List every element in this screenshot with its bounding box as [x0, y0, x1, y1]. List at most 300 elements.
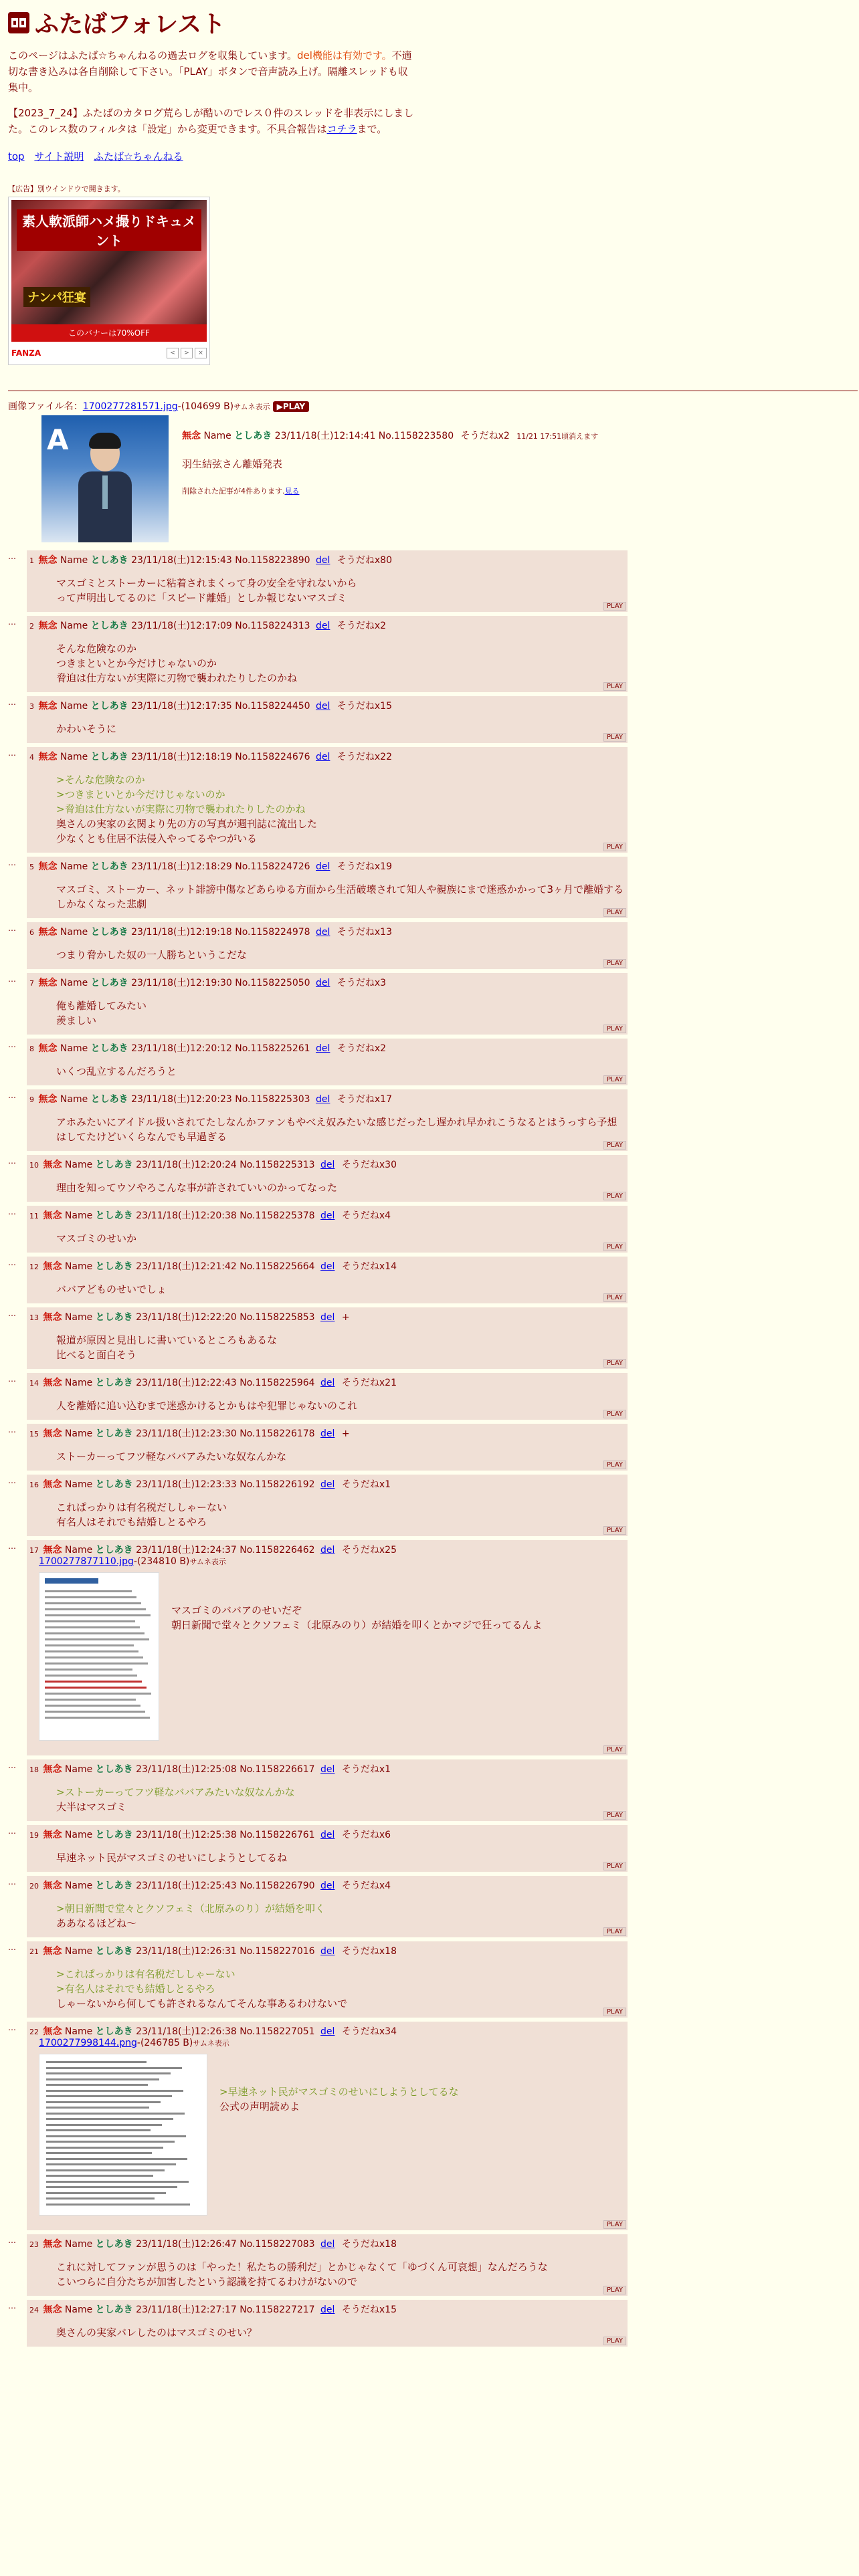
- sodane-button[interactable]: そうだねx2: [337, 1043, 387, 1054]
- reply-number: 5: [29, 863, 34, 871]
- name-label: Name: [64, 2239, 93, 2250]
- del-link[interactable]: del: [320, 1881, 335, 1891]
- post-date: 23/11/18(土)12:25:08 No.1158226617: [136, 1764, 315, 1775]
- reply-box: [27, 1307, 628, 1369]
- show-deleted-link[interactable]: 見る: [284, 487, 300, 496]
- play-button[interactable]: PLAY: [603, 1811, 626, 1820]
- reply-number: 13: [29, 1313, 39, 1322]
- post-date: 23/11/18(土)12:22:20 No.1158225853: [136, 1312, 315, 1323]
- reply-header: [29, 1543, 625, 1556]
- reply-menu-icon[interactable]: …: [8, 1476, 16, 1485]
- name-label: Name: [64, 1946, 93, 1957]
- quote-line: >有名人はそれでも結婚しとるやろ: [56, 1983, 215, 1995]
- post-date: 23/11/18(土)12:17:09 No.1158224313: [131, 621, 310, 631]
- sodane-button[interactable]: そうだねx3: [337, 978, 387, 988]
- reply-number: 21: [29, 1947, 39, 1956]
- sodane-button[interactable]: そうだねx4: [341, 1881, 391, 1891]
- play-button[interactable]: PLAY: [603, 2220, 626, 2229]
- poster-name: としあき: [95, 1479, 133, 1490]
- name-label: Name: [60, 978, 88, 988]
- reply-number: 24: [29, 2306, 39, 2315]
- reply-menu-icon[interactable]: …: [8, 1877, 16, 1887]
- del-link[interactable]: del: [320, 1764, 335, 1775]
- ad-footer: [11, 344, 207, 362]
- sodane-button[interactable]: +: [341, 1312, 350, 1323]
- reply-file-link[interactable]: 1700277877110.jpg: [39, 1556, 134, 1567]
- quote-line: >つきまといとか今だけじゃないのか: [56, 788, 225, 800]
- reply-number: 15: [29, 1430, 39, 1438]
- reply-menu-icon[interactable]: …: [8, 1156, 16, 1166]
- del-link[interactable]: del: [320, 2304, 335, 2315]
- post-date: 23/11/18(土)12:18:19 No.1158224676: [131, 752, 310, 762]
- reply-row: [8, 1039, 851, 1085]
- reply-header: [29, 925, 625, 938]
- sodane-button[interactable]: そうだねx2: [460, 431, 510, 441]
- reply-menu-icon[interactable]: …: [8, 1425, 16, 1434]
- sodane-button[interactable]: そうだねx18: [341, 1946, 397, 1957]
- reply-header: [29, 1376, 625, 1389]
- text-line: そんな危険なのか: [56, 643, 137, 655]
- play-button[interactable]: PLAY: [603, 1526, 626, 1535]
- reply-box: [27, 747, 628, 853]
- reply-number: 8: [29, 1045, 34, 1053]
- play-button[interactable]: PLAY: [603, 1745, 626, 1754]
- del-link[interactable]: del: [316, 1094, 330, 1105]
- reply-text: [56, 1901, 625, 1931]
- post-date: 23/11/18(土)12:20:24 No.1158225313: [136, 1160, 315, 1170]
- text-line: 有名人はそれでも結婚しとるやろ: [56, 1516, 207, 1528]
- reply-row: [8, 1876, 851, 1937]
- reply-menu-icon[interactable]: …: [8, 1309, 16, 1318]
- del-link[interactable]: del: [316, 701, 330, 712]
- poster-name: としあき: [95, 1881, 133, 1891]
- play-button[interactable]: PLAY: [603, 2337, 626, 2345]
- reply-row: [8, 550, 851, 612]
- play-button[interactable]: PLAY: [603, 733, 626, 742]
- text-line: 少なくとも住居不法侵入やってるやつがいる: [56, 833, 258, 845]
- sodane-button[interactable]: そうだねx13: [337, 927, 392, 938]
- play-button[interactable]: PLAY: [603, 1075, 626, 1084]
- reply-text: [56, 1850, 625, 1865]
- sodane-button[interactable]: そうだねx30: [341, 1160, 397, 1170]
- file-size: -(104699 B): [177, 401, 234, 412]
- del-link[interactable]: del: [316, 861, 330, 872]
- play-button[interactable]: PLAY: [603, 1461, 626, 1469]
- reply-header: [29, 1426, 625, 1440]
- subject: 無念: [43, 1312, 62, 1323]
- ad-prev-icon[interactable]: <: [167, 348, 179, 358]
- del-link[interactable]: del: [316, 555, 330, 566]
- play-button[interactable]: PLAY: [603, 682, 626, 691]
- quote-line: >早速ネット民がマスゴミのせいにしようとしてるな: [219, 2086, 459, 2098]
- poster-name: としあき: [95, 1160, 133, 1170]
- poster-name: としあき: [95, 1378, 133, 1388]
- sodane-button[interactable]: そうだねx25: [341, 1545, 397, 1555]
- reply-number: 9: [29, 1095, 34, 1104]
- reply-row: [8, 973, 851, 1035]
- text-line: 朝日新聞で堂々とクソフェミ（北原みのり）が結婚を叩くとかマジで狂ってるんよ: [171, 1619, 543, 1631]
- reply-header: [29, 1944, 625, 1957]
- reply-row: [8, 1941, 851, 2018]
- reply-header: [29, 699, 625, 712]
- poster-name: としあき: [90, 1094, 128, 1105]
- futaba-logo-icon: [8, 12, 29, 33]
- notice-text: 【2023_7_24】ふたばのカタログ荒らしが酷いのでレス０件のスレッドを非表示にしました。このレス数のフィルタは「設定」から変更できます。不具合報告は: [8, 107, 414, 135]
- poster-name: としあき: [90, 701, 128, 712]
- post-date: 23/11/18(土)12:19:30 No.1158225050: [131, 978, 310, 988]
- text-line: 大半はマスゴミ: [56, 1801, 127, 1813]
- reply-header: [29, 1208, 625, 1222]
- sodane-button[interactable]: そうだねx1: [341, 1764, 391, 1775]
- sodane-button[interactable]: そうだねx14: [341, 1261, 397, 1272]
- deleted-notice: [182, 486, 598, 496]
- poster-name: としあき: [95, 2239, 133, 2250]
- del-link[interactable]: del: [320, 1830, 335, 1840]
- text-line: 比べると面白そう: [56, 1349, 137, 1361]
- post-date: 23/11/18(土)12:20:38 No.1158225378: [136, 1210, 315, 1221]
- reply-image[interactable]: [39, 2054, 207, 2216]
- reply-text: [56, 576, 625, 605]
- play-button[interactable]: PLAY: [603, 1243, 626, 1251]
- sodane-button[interactable]: そうだねx4: [341, 1210, 391, 1221]
- sodane-button[interactable]: そうだねx1: [341, 1479, 391, 1490]
- reply-header: [29, 1041, 625, 1055]
- name-label: Name: [60, 861, 88, 872]
- name-label: Name: [60, 701, 88, 712]
- reply-text: [56, 998, 625, 1028]
- sodane-button[interactable]: そうだねx6: [341, 1830, 391, 1840]
- play-button[interactable]: PLAY: [603, 959, 626, 968]
- reply-menu-icon[interactable]: …: [8, 2023, 16, 2032]
- play-button[interactable]: PLAY: [603, 1192, 626, 1200]
- sodane-button[interactable]: そうだねx2: [337, 621, 387, 631]
- del-link[interactable]: del: [320, 1479, 335, 1490]
- name-label: Name: [60, 555, 88, 566]
- reply-box: [27, 1825, 628, 1872]
- text-line: 羨ましい: [56, 1014, 97, 1027]
- ad-subtitle: ナンパ狂宴: [23, 287, 90, 307]
- reply-menu-icon[interactable]: …: [8, 1826, 16, 1836]
- text-line: 俺も離婚してみたい: [56, 1000, 147, 1012]
- reply-menu-icon[interactable]: …: [8, 1040, 16, 1049]
- del-link[interactable]: del: [316, 927, 330, 938]
- ad-sale: このバナーは70%OFF: [11, 324, 207, 342]
- reply-header: [29, 1092, 625, 1105]
- post-date: 23/11/18(土)12:26:38 No.1158227051: [136, 2026, 315, 2037]
- site-header: [8, 5, 851, 39]
- play-button[interactable]: PLAY: [603, 908, 626, 917]
- del-link[interactable]: del: [320, 1428, 335, 1439]
- play-button[interactable]: ▶PLAY: [273, 401, 310, 412]
- reply-header: [29, 2237, 625, 2250]
- thumb-label: サムネ表示: [189, 1558, 226, 1566]
- op-file-info: [8, 399, 851, 413]
- name-label: Name: [64, 1545, 93, 1555]
- post-date: 23/11/18(土)12:21:42 No.1158225664: [136, 1261, 315, 1272]
- site-desc-link[interactable]: サイト説明: [34, 150, 84, 163]
- reply-box: [27, 1424, 628, 1471]
- reply-box: [27, 696, 628, 743]
- sodane-button[interactable]: そうだねx22: [337, 752, 392, 762]
- poster-name: としあき: [90, 1043, 128, 1054]
- subject: 無念: [43, 1830, 62, 1840]
- text-line: 報道が原因と見出しに書いているところもあるな: [56, 1334, 278, 1346]
- intro-line: このページはふたば☆ちゃんねるの過去ログを収集しています。: [8, 49, 297, 62]
- reply-menu-icon[interactable]: …: [8, 1207, 16, 1216]
- reply-text: [56, 1449, 625, 1464]
- intro-text: [8, 47, 416, 137]
- reply-text: [56, 2260, 625, 2289]
- poster-name: としあき: [90, 978, 128, 988]
- poster-name: としあき: [95, 2304, 133, 2315]
- del-link[interactable]: del: [316, 752, 330, 762]
- sodane-button[interactable]: そうだねx18: [341, 2239, 397, 2250]
- ad-close-icon[interactable]: ×: [195, 348, 207, 358]
- post-date: 23/11/18(土)12:22:43 No.1158225964: [136, 1378, 315, 1388]
- text-line: マスゴミのババアのせいだぞ: [171, 1604, 302, 1616]
- sodane-button[interactable]: +: [341, 1428, 350, 1439]
- poster-name: としあき: [95, 1830, 133, 1840]
- del-link[interactable]: del: [320, 1160, 335, 1170]
- reply-number: 10: [29, 1161, 39, 1170]
- del-link[interactable]: del: [316, 621, 330, 631]
- sodane-button[interactable]: そうだねx80: [337, 555, 392, 566]
- name-label: Name: [64, 1261, 93, 1272]
- post-date: 23/11/18(土)12:27:17 No.1158227217: [136, 2304, 315, 2315]
- reply-text: [56, 1333, 625, 1362]
- poster-name: としあき: [95, 1764, 133, 1775]
- reply-menu-icon[interactable]: …: [8, 858, 16, 867]
- reply-text: [56, 1282, 625, 1297]
- name-label: Name: [64, 2304, 93, 2315]
- name-label: Name: [64, 2026, 93, 2037]
- ad-caption: 【広告】別ウインドウで開きます。: [8, 185, 125, 193]
- reply-header: [29, 553, 625, 566]
- poster-name: としあき: [95, 2026, 133, 2037]
- name-label: Name: [60, 927, 88, 938]
- reply-header: [29, 976, 625, 989]
- post-date: 23/11/18(土)12:26:47 No.1158227083: [136, 2239, 315, 2250]
- subject: 無念: [38, 927, 58, 938]
- reply-menu-icon[interactable]: …: [8, 1761, 16, 1770]
- play-button[interactable]: PLAY: [603, 2008, 626, 2016]
- subject: 無念: [38, 978, 58, 988]
- reply-box: [27, 922, 628, 969]
- op-post: [8, 415, 851, 542]
- op-image[interactable]: A: [41, 415, 169, 542]
- reply-file-link[interactable]: 1700277998144.png: [39, 2038, 137, 2048]
- reply-row: [8, 1373, 851, 1420]
- subject: 無念: [43, 1428, 62, 1439]
- subject: 無念: [43, 1378, 62, 1388]
- reply-text: [56, 948, 625, 962]
- del-link[interactable]: del: [320, 2239, 335, 2250]
- subject: 無念: [38, 1094, 58, 1105]
- reply-box: [27, 1089, 628, 1151]
- reply-number: 20: [29, 1882, 39, 1891]
- reply-menu-icon[interactable]: …: [8, 748, 16, 758]
- reply-row: [8, 1424, 851, 1471]
- reply-box: [27, 2300, 628, 2347]
- reply-menu-icon[interactable]: …: [8, 924, 16, 933]
- play-button[interactable]: PLAY: [603, 1927, 626, 1936]
- sodane-button[interactable]: そうだねx17: [337, 1094, 392, 1105]
- reply-file-info: [39, 1556, 625, 1567]
- reply-box: [27, 1759, 628, 1821]
- reply-menu-icon[interactable]: …: [8, 1943, 16, 1952]
- poster-name: としあき: [95, 1210, 133, 1221]
- reply-row: [8, 1089, 851, 1151]
- post-date: 23/11/18(土)12:18:29 No.1158224726: [131, 861, 310, 872]
- reply-text: [56, 1231, 625, 1246]
- del-link[interactable]: del: [320, 1378, 335, 1388]
- reply-menu-icon[interactable]: …: [8, 2301, 16, 2311]
- reply-row: [8, 1257, 851, 1303]
- reply-row: [8, 2234, 851, 2296]
- reply-row: [8, 1155, 851, 1202]
- subject: 無念: [38, 701, 58, 712]
- del-link[interactable]: del: [320, 1210, 335, 1221]
- del-notice: del機能は有効です。: [296, 49, 392, 62]
- reply-menu-icon[interactable]: …: [8, 1374, 16, 1384]
- reply-menu-icon[interactable]: …: [8, 697, 16, 707]
- sodane-button[interactable]: そうだねx21: [341, 1378, 397, 1388]
- reply-row: [8, 1759, 851, 1821]
- text-line: 奥さんの実家の玄関より先の方の写真が週刊誌に流出した: [56, 818, 318, 830]
- reply-header: [29, 1158, 625, 1171]
- top-link[interactable]: top: [8, 150, 25, 163]
- subject: 無念: [43, 2026, 62, 2037]
- text-line: アホみたいにアイドル扱いされてたしなんかファンもやべえ奴みたいな感じだったし遅かれ早かれこうなるとはうっすら予想はしてたけどいくらなんでも早過ぎる: [56, 1116, 617, 1143]
- reply-menu-icon[interactable]: …: [8, 2236, 16, 2245]
- play-button[interactable]: PLAY: [603, 2286, 626, 2294]
- del-link[interactable]: del: [320, 1946, 335, 1957]
- reply-menu-icon[interactable]: …: [8, 617, 16, 627]
- poster-name: としあき: [95, 1312, 133, 1323]
- reply-text: [56, 1064, 625, 1079]
- subject: 無念: [43, 2239, 62, 2250]
- quote-line: >そんな危険なのか: [56, 774, 145, 786]
- post-date: 23/11/18(土)12:19:18 No.1158224978: [131, 927, 310, 938]
- subject: 無念: [43, 1764, 62, 1775]
- reply-row: [8, 857, 851, 918]
- reply-box: [27, 1941, 628, 2018]
- subject: 無念: [43, 1261, 62, 1272]
- poster-name: としあき: [90, 621, 128, 631]
- text-line: 人を離婚に追い込むまで迷惑かけるとかもはや犯罪じゃないのこれ: [56, 1400, 358, 1412]
- reply-header: [29, 1477, 625, 1491]
- reply-box: [27, 616, 628, 692]
- name-label: Name: [64, 1378, 93, 1388]
- subject: 無念: [43, 1881, 62, 1891]
- play-button[interactable]: PLAY: [603, 1862, 626, 1870]
- text-line: マスゴミのせいか: [56, 1232, 137, 1245]
- reply-box: [27, 1540, 628, 1755]
- reply-text: [56, 1500, 625, 1529]
- op-header: [182, 429, 598, 442]
- reply-number: 4: [29, 753, 34, 762]
- reply-header: [29, 1259, 625, 1273]
- play-button[interactable]: PLAY: [603, 843, 626, 851]
- reply-header: [29, 750, 625, 763]
- play-button[interactable]: PLAY: [603, 1141, 626, 1150]
- poster-name: としあき: [95, 1261, 133, 1272]
- del-link[interactable]: del: [320, 1261, 335, 1272]
- report-link[interactable]: コチラ: [326, 123, 357, 135]
- text-line: マスゴミとストーカーに粘着されまくって身の安全を守れないから: [56, 577, 357, 589]
- reply-list: [8, 550, 851, 2347]
- expire-text: 11/21 17:51頃消えます: [516, 432, 599, 441]
- reply-menu-icon[interactable]: …: [8, 1091, 16, 1100]
- play-button[interactable]: PLAY: [603, 1025, 626, 1033]
- op-file-link[interactable]: 1700277281571.jpg: [82, 401, 178, 412]
- sodane-button[interactable]: そうだねx19: [337, 861, 392, 872]
- thumb-label: サムネ表示: [193, 2039, 229, 2048]
- del-link[interactable]: del: [320, 1312, 335, 1323]
- del-link[interactable]: del: [320, 2026, 335, 2037]
- play-button[interactable]: PLAY: [603, 1359, 626, 1368]
- reply-menu-icon[interactable]: …: [8, 1541, 16, 1551]
- post-date: 23/11/18(土)12:15:43 No.1158223890: [131, 555, 310, 566]
- play-button[interactable]: PLAY: [603, 1293, 626, 1302]
- poster-name: としあき: [95, 1946, 133, 1957]
- del-link[interactable]: del: [320, 1545, 335, 1555]
- reply-text: [56, 1115, 625, 1144]
- subject: 無念: [38, 555, 58, 566]
- del-link[interactable]: del: [316, 978, 330, 988]
- quote-line: >これぱっかりは有名税だししゃーない: [56, 1968, 235, 1980]
- reply-number: 14: [29, 1379, 39, 1388]
- subject: 無念: [38, 621, 58, 631]
- ad-banner[interactable]: [8, 197, 210, 365]
- ad-next-icon[interactable]: >: [181, 348, 193, 358]
- text-line: って声明出してるのに「スピード離婚」としか報じないマスゴミ: [56, 592, 347, 604]
- reply-row: [8, 1825, 851, 1872]
- post-date: 23/11/18(土)12:23:33 No.1158226192: [136, 1479, 315, 1490]
- name-label: Name: [64, 1881, 93, 1891]
- play-button[interactable]: PLAY: [603, 602, 626, 611]
- reply-menu-icon[interactable]: …: [8, 1258, 16, 1267]
- reply-text: [56, 2325, 625, 2340]
- name-label: Name: [64, 1160, 93, 1170]
- subject: 無念: [43, 1946, 62, 1957]
- reply-box: [27, 1257, 628, 1303]
- post-date: 23/11/18(土)12:25:43 No.1158226790: [136, 1881, 315, 1891]
- reply-menu-icon[interactable]: …: [8, 552, 16, 561]
- ad-image[interactable]: [11, 200, 207, 342]
- reply-box: [27, 973, 628, 1035]
- reply-image[interactable]: [39, 1572, 159, 1741]
- subject: 無念: [43, 1210, 62, 1221]
- futaba-link[interactable]: ふたば☆ちゃんねる: [94, 150, 183, 163]
- sodane-button[interactable]: そうだねx15: [337, 701, 392, 712]
- reply-text: [219, 2084, 459, 2216]
- sodane-button[interactable]: そうだねx34: [341, 2026, 397, 2037]
- reply-header: [29, 2024, 625, 2038]
- sodane-button[interactable]: そうだねx15: [341, 2304, 397, 2315]
- subject: 無念: [43, 1545, 62, 1555]
- ad-title: 素人軟派師ハメ撮りドキュメント: [17, 209, 201, 251]
- text-line: マスゴミ、ストーカー、ネット誹謗中傷などあらゆる方面から生活破壊されて知人や親族にまで迷惑かかって3ヶ月で離婚するしかなくなった悲劇: [56, 883, 624, 910]
- reply-box: [27, 1155, 628, 1202]
- reply-menu-icon[interactable]: …: [8, 974, 16, 984]
- poster-name: としあき: [90, 927, 128, 938]
- del-link[interactable]: del: [316, 1043, 330, 1054]
- subject: 無念: [43, 2304, 62, 2315]
- poster-name: としあき: [90, 555, 128, 566]
- play-button[interactable]: PLAY: [603, 1410, 626, 1418]
- reply-number: 16: [29, 1481, 39, 1489]
